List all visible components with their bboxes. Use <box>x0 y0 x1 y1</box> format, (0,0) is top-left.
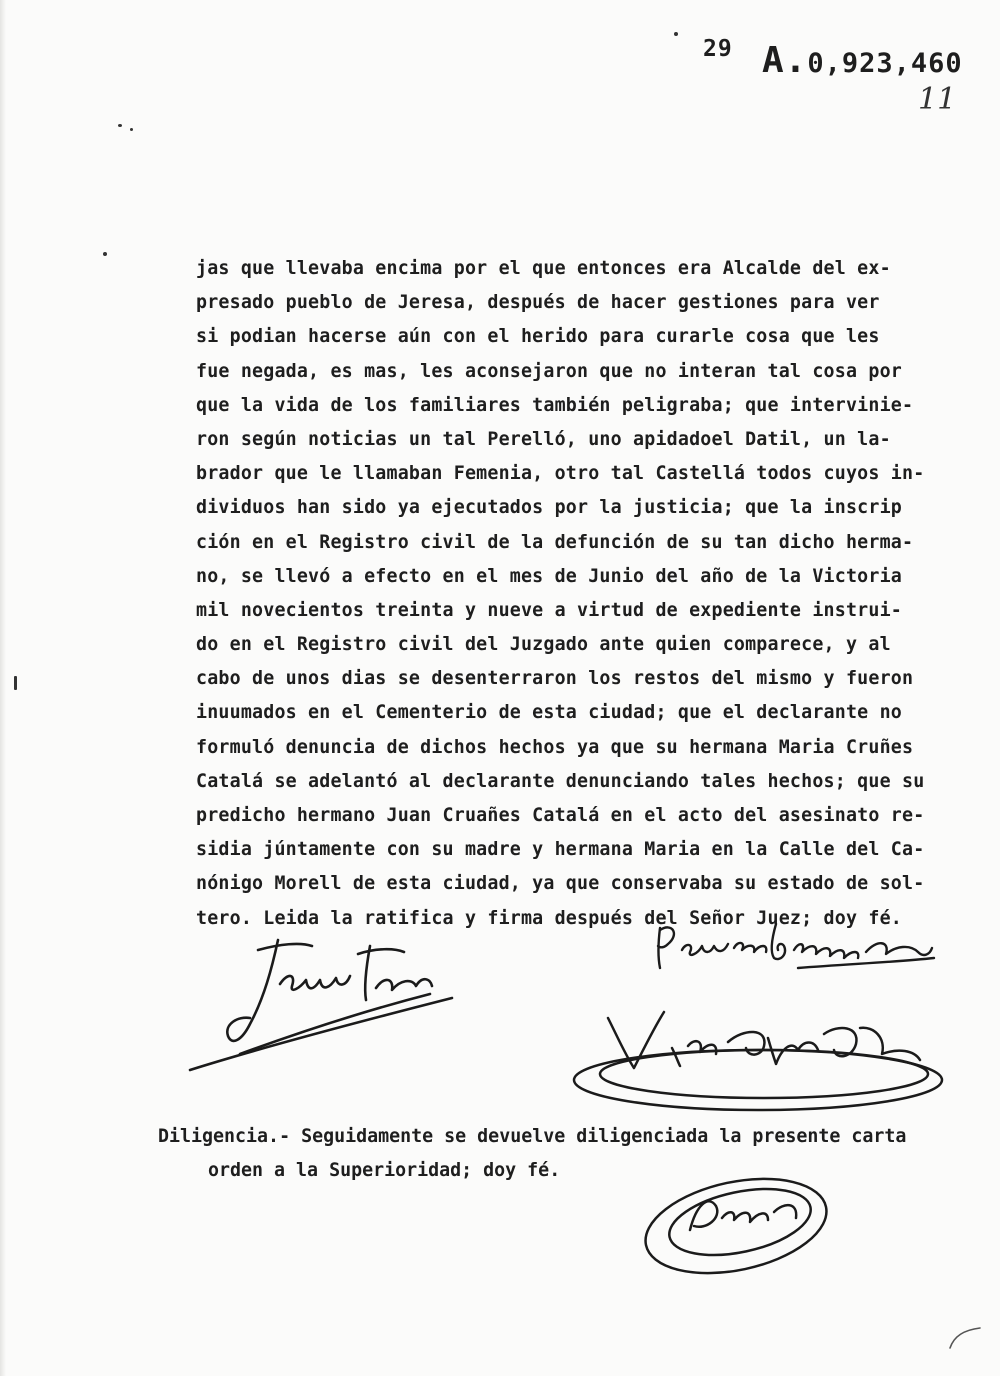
text-line: jas que llevaba encima por el que entonces era Alcalde del ex- <box>196 258 891 279</box>
text-line: ron según noticias un tal Perelló, uno apidadoel Datil, un la- <box>196 428 891 450</box>
stray-mark <box>130 128 133 131</box>
serial-stamp <box>762 40 963 81</box>
serial-prefix: A. <box>762 40 808 81</box>
diligence-note <box>158 1120 978 1188</box>
signature-right-top <box>648 918 938 978</box>
page-edge <box>0 0 6 1376</box>
text-line: no, se llevó a efecto en el mes de Junio del año de la Victoria <box>196 565 902 587</box>
text-line: predicho hermano Juan Cruañes Catalá en el acto del asesinato re- <box>196 805 925 826</box>
text-line: si podian hacerse aún con el herido para curarle cosa que les <box>196 326 880 348</box>
stray-mark <box>103 252 107 256</box>
stray-mark <box>674 32 678 36</box>
signature-right-middle <box>568 998 948 1118</box>
text-line: presado pueblo de Jeresa, después de hacer gestiones para ver <box>196 292 880 314</box>
text-line: inuumados en el Cementerio de esta ciudad; que el declarante no <box>196 702 902 724</box>
signature-left <box>180 928 470 1078</box>
corner-mark <box>946 1322 986 1352</box>
diligence-line-2: orden a la Superioridad; doy fé. <box>208 1160 561 1181</box>
text-line: formuló denuncia de dichos hechos ya que su hermana Maria Cruñes <box>196 736 914 758</box>
handwritten-folio-mark: 11 <box>918 82 957 117</box>
declaration-text <box>196 252 986 936</box>
text-line: tero. Leida la ratifica y firma después del Señor Juez; doy fé. <box>196 907 902 929</box>
text-line: que la vida de los familiares también peligraba; que intervinie- <box>196 394 914 416</box>
diligence-line-1: Diligencia.- Seguidamente se devuelve diligenciada la presente carta <box>158 1126 907 1147</box>
text-line: sidia júntamente con su madre y hermana Maria en la Calle del Ca- <box>196 839 925 861</box>
signature-bottom <box>636 1166 836 1286</box>
stray-mark <box>118 124 122 127</box>
text-line: cabo de unos dias se desenterraron los restos del mismo y fueron <box>196 668 914 690</box>
text-line: do en el Registro civil del Juzgado ante quien comparece, y al <box>196 634 891 656</box>
text-line: nónigo Morell de esta ciudad, ya que conservaba su estado de sol- <box>196 873 925 895</box>
text-line: brador que le llamaban Femenia, otro tal Castellá todos cuyos in- <box>196 463 925 485</box>
text-line: fue negada, es mas, les aconsejaron que no interan tal cosa por <box>196 360 902 382</box>
text-line: mil novecientos treinta y nueve a virtud de expediente instrui- <box>196 599 902 621</box>
text-line: Catalá se adelantó al declarante denunciando tales hechos; que su <box>196 770 925 792</box>
text-line: ción en el Registro civil de la defunción de su tan dicho herma- <box>196 531 914 553</box>
stray-mark <box>14 676 17 690</box>
serial-number: 0,923,460 <box>807 48 963 79</box>
text-line: dividuos han sido ya ejecutados por la justicia; que la inscrip <box>196 497 902 519</box>
page-number: 29 <box>703 36 733 62</box>
